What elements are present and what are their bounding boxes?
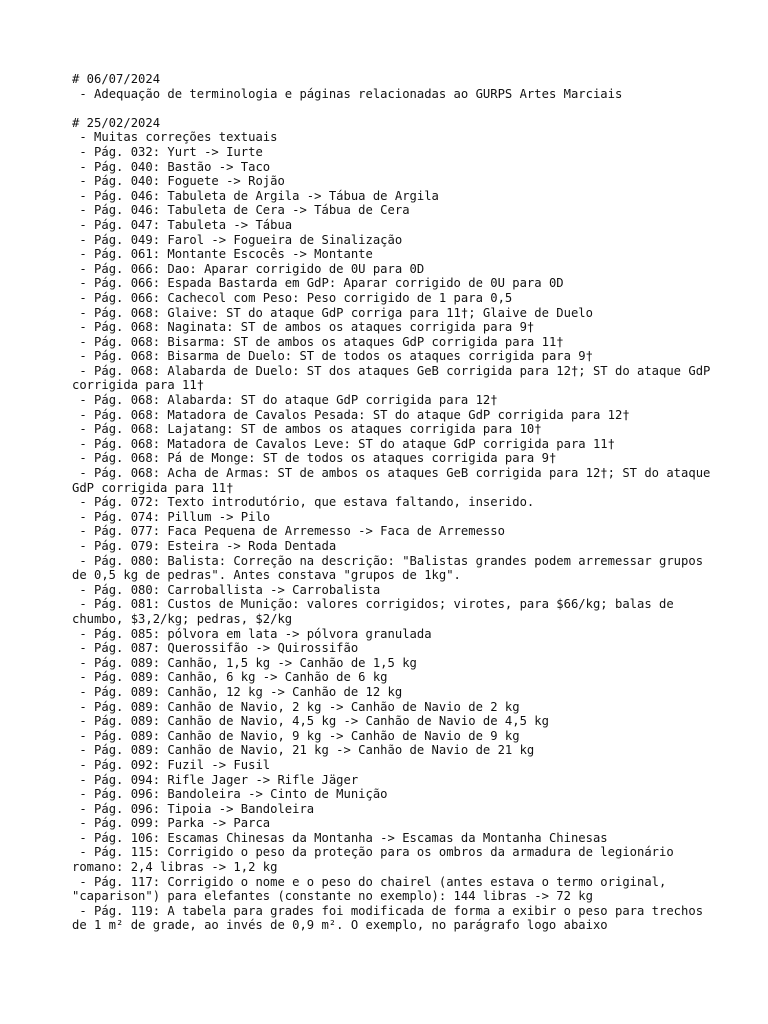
changelog-item: - Pág. 047: Tabuleta -> Tábua — [72, 217, 293, 232]
changelog-item: - Pág. 092: Fuzil -> Fusil — [72, 757, 271, 772]
section-heading: # 25/02/2024 — [72, 115, 161, 130]
changelog-item: - Muitas correções textuais — [72, 130, 278, 145]
changelog-item: - Pág. 089: Canhão de Navio, 9 kg -> Canhão de Navio de 9 kg — [72, 728, 520, 743]
changelog-item: - Pág. 089: Canhão, 1,5 kg -> Canhão de 1,5 kg — [72, 655, 417, 670]
changelog-item: - Pág. 080: Carroballista -> Carrobalista — [72, 582, 381, 597]
changelog-item: - Pág. 068: Bisarma: ST de ambos os ataques GdP corrigida para 11† — [72, 334, 564, 349]
changelog-item: - Pág. 106: Escamas Chinesas da Montanha -> Escamas da Montanha Chinesas — [72, 830, 608, 845]
changelog-item: - Pág. 074: Pillum -> Pilo — [72, 509, 271, 524]
changelog-item: - Pág. 099: Parka -> Parca — [72, 816, 271, 831]
changelog-item: - Pág. 068: Naginata: ST de ambos os ataques corrigida para 9† — [72, 320, 535, 335]
changelog-item: - Pág. 089: Canhão de Navio, 4,5 kg -> Canhão de Navio de 4,5 kg — [72, 714, 549, 729]
changelog-item: - Pág. 068: Matadora de Cavalos Pesada: ST do ataque GdP corrigida para 12† — [72, 407, 630, 422]
changelog-item: - Pág. 066: Dao: Aparar corrigido de 0U para 0D — [72, 261, 425, 276]
changelog-item: - Pág. 089: Canhão de Navio, 2 kg -> Canhão de Navio de 2 kg — [72, 699, 520, 714]
changelog-item: - Pág. 085: pólvora em lata -> pólvora granulada — [72, 626, 432, 641]
changelog-item: - Pág. 119: A tabela para grades foi modificada de forma a exibir o peso para trechos de 1 m² de grade, ao invés de 0,9 m². O exemplo, no parágrafo logo abaixo — [72, 903, 711, 933]
changelog-item: - Pág. 068: Bisarma de Duelo: ST de todos os ataques corrigida para 9† — [72, 349, 593, 364]
changelog-item: - Pág. 068: Alabarda: ST do ataque GdP corrigida para 12† — [72, 393, 498, 408]
changelog-item: - Pág. 066: Espada Bastarda em GdP: Aparar corrigido de 0U para 0D — [72, 276, 564, 291]
changelog-item: - Pág. 077: Faca Pequena de Arremesso -> Faca de Arremesso — [72, 524, 505, 539]
changelog-item: - Pág. 040: Bastão -> Taco — [72, 159, 271, 174]
changelog-item: - Pág. 068: Acha de Armas: ST de ambos os ataques GeB corrigida para 12†; ST do ataque GdP corrigida para 11† — [72, 466, 718, 495]
changelog-item: - Pág. 087: Querossifão -> Quirossifão — [72, 641, 359, 656]
changelog-item: - Adequação de terminologia e páginas relacionadas ao GURPS Artes Marciais — [72, 86, 623, 101]
changelog-item: - Pág. 049: Farol -> Fogueira de Sinalização — [72, 232, 403, 247]
changelog-item: - Pág. 096: Bandoleira -> Cinto de Munição — [72, 787, 388, 802]
changelog-item: - Pág. 046: Tabuleta de Argila -> Tábua de Argila — [72, 188, 439, 203]
changelog-item: - Pág. 032: Yurt -> Iurte — [72, 144, 263, 159]
changelog-item: - Pág. 096: Tipoia -> Bandoleira — [72, 801, 315, 816]
changelog-item: - Pág. 115: Corrigido o peso da proteção para os ombros da armadura de legionário romano: 2,4 libras -> 1,2 kg — [72, 845, 682, 875]
changelog-item: - Pág. 046: Tabuleta de Cera -> Tábua de Cera — [72, 203, 410, 218]
changelog-item: - Pág. 089: Canhão, 12 kg -> Canhão de 12 kg — [72, 684, 403, 699]
changelog-item: - Pág. 089: Canhão de Navio, 21 kg -> Canhão de Navio de 21 kg — [72, 743, 535, 758]
changelog-item: - Pág. 068: Matadora de Cavalos Leve: ST do ataque GdP corrigida para 11† — [72, 436, 615, 451]
changelog-item: - Pág. 068: Glaive: ST do ataque GdP corriga para 11†; Glaive de Duelo — [72, 305, 593, 320]
changelog-item: - Pág. 040: Foguete -> Rojão — [72, 174, 285, 189]
changelog-item: - Pág. 061: Montante Escocês -> Montante — [72, 247, 373, 262]
changelog-item: - Pág. 072: Texto introdutório, que estava faltando, inserido. — [72, 495, 535, 510]
changelog-item: - Pág. 117: Corrigido o nome e o peso do chairel (antes estava o termo original, "caparison") para elefantes (constante no exemplo): 144 libras -> 72 kg — [72, 874, 674, 904]
changelog-item: - Pág. 094: Rifle Jager -> Rifle Jäger — [72, 772, 359, 787]
changelog-item: - Pág. 080: Balista: Correção na descrição: "Balistas grandes podem arremessar grupos de 0,5 kg de pedras". Antes constava "grupos de 1kg". — [72, 553, 711, 583]
changelog-item: - Pág. 079: Esteira -> Roda Dentada — [72, 539, 337, 553]
changelog-item: - Pág. 068: Pá de Monge: ST de todos os ataques corrigida para 9† — [72, 451, 557, 466]
section-heading: # 06/07/2024 — [72, 72, 161, 86]
changelog-item: - Pág. 068: Alabarda de Duelo: ST dos ataques GeB corrigida para 12†; ST do ataque GdP corrigida para 11† — [72, 363, 718, 393]
changelog-item: - Pág. 081: Custos de Munição: valores corrigidos; virotes, para $66/kg; balas de chumbo, $3,2/kg; pedras, $2/kg — [72, 597, 682, 626]
changelog-item: - Pág. 089: Canhão, 6 kg -> Canhão de 6 kg — [72, 670, 388, 685]
changelog-item: - Pág. 066: Cachecol com Peso: Peso corrigido de 1 para 0,5 — [72, 290, 513, 305]
changelog-item: - Pág. 068: Lajatang: ST de ambos os ataques corrigida para 10† — [72, 422, 542, 437]
document-page — [72, 72, 718, 933]
section-gap — [72, 101, 712, 116]
